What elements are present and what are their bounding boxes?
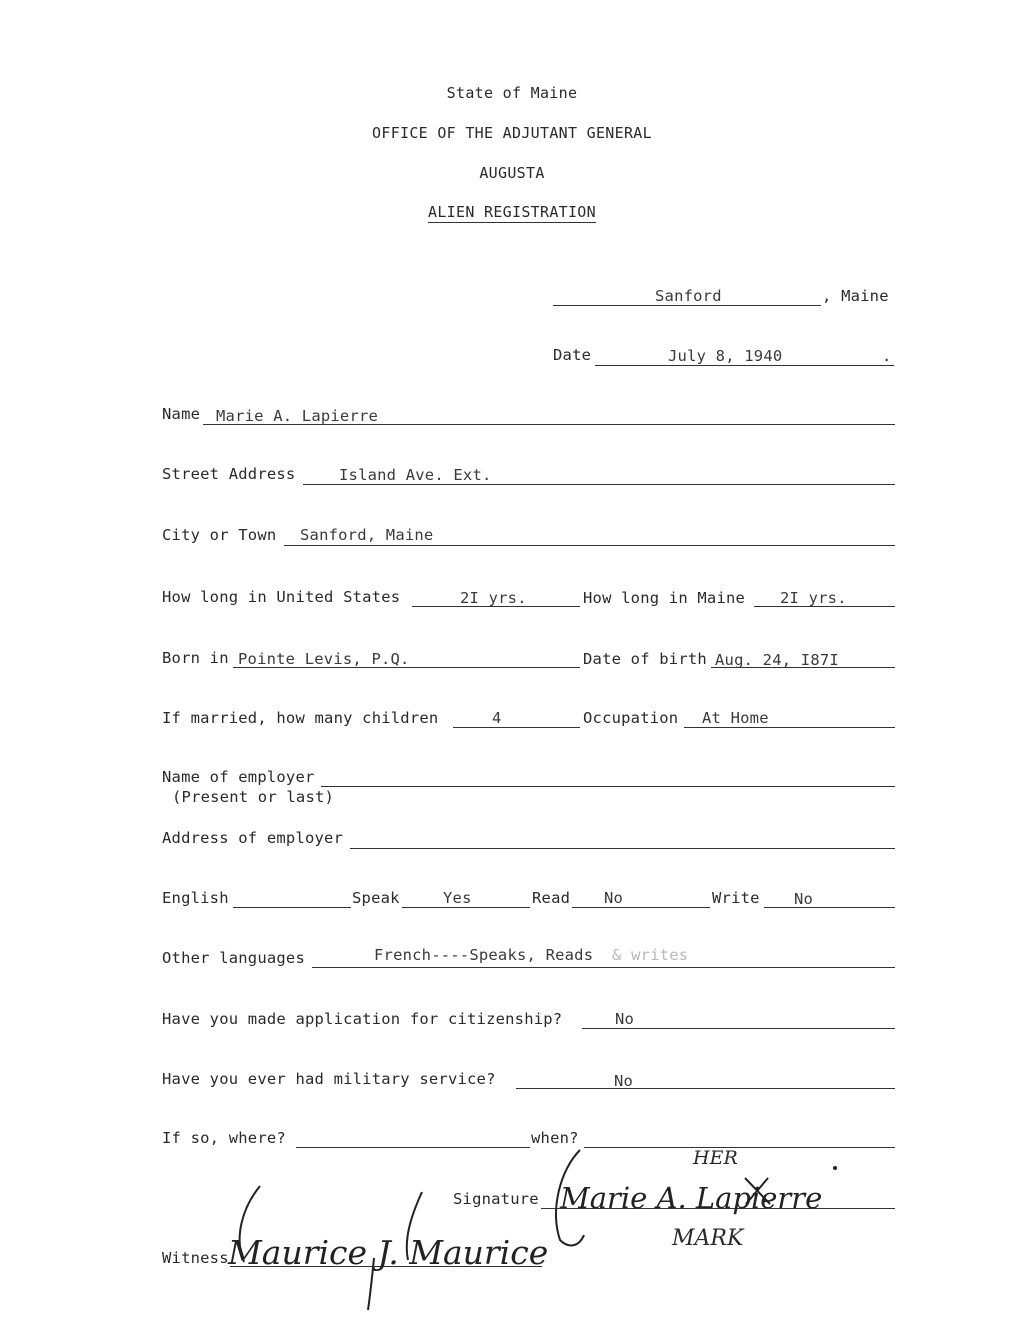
occupation-label: Occupation [583, 709, 679, 727]
employer-address-line [350, 848, 895, 849]
us-years-label: How long in United States [162, 588, 401, 606]
when-label: when? [531, 1129, 579, 1147]
witness-signature-image [222, 1178, 582, 1314]
signature-label: Signature [453, 1190, 539, 1208]
maine-years-label: How long in Maine [583, 589, 746, 607]
city-town-value: Sanford, Maine [300, 526, 434, 544]
read-label: Read [532, 889, 571, 907]
birth-date-value: Aug. 24, I87I [715, 651, 839, 669]
children-value: 4 [492, 709, 502, 727]
employer-label: Name of employer [162, 768, 315, 786]
where-line [296, 1147, 530, 1148]
read-line [572, 907, 710, 908]
children-label: If married, how many children [162, 709, 439, 727]
english-line [233, 907, 351, 908]
military-value: No [614, 1072, 634, 1090]
write-value: No [794, 890, 814, 908]
employer-line [321, 786, 895, 787]
city-heading: AUGUSTA [479, 164, 545, 182]
place-value: Sanford [655, 287, 722, 305]
speak-line [402, 907, 530, 908]
birth-date-label: Date of birth [583, 650, 707, 668]
speak-label: Speak [352, 889, 400, 907]
state-heading: State of Maine [446, 84, 578, 102]
english-label: English [162, 889, 229, 907]
witness-label: Witness [162, 1249, 229, 1267]
speak-value: Yes [443, 889, 472, 907]
other-languages-label: Other languages [162, 949, 305, 967]
signature-mark-text: MARK [672, 1226, 744, 1251]
other-languages-faded: & writes [612, 946, 689, 964]
read-value: No [604, 889, 624, 907]
write-line [764, 907, 895, 908]
us-years-value: 2I yrs. [460, 589, 527, 607]
citizenship-value: No [615, 1010, 635, 1028]
name-value: Marie A. Lapierre [216, 407, 379, 425]
occupation-value: At Home [702, 709, 769, 727]
street-line [303, 484, 895, 485]
signature-handwriting: Marie A. Lapierre [560, 1181, 823, 1215]
witness-handwriting: Maurice J. Maurice [228, 1233, 549, 1272]
employer-address-label: Address of employer [162, 829, 344, 847]
military-line [516, 1088, 895, 1089]
office-heading: OFFICE OF THE ADJUTANT GENERAL [372, 124, 652, 142]
write-label: Write [712, 889, 760, 907]
occupation-line [684, 727, 895, 728]
place-suffix: , Maine [822, 287, 889, 305]
born-in-label: Born in [162, 649, 229, 667]
employer-sublabel: (Present or last) [172, 788, 335, 806]
citizenship-label: Have you made application for citizenship? [162, 1010, 563, 1028]
other-languages-line [312, 967, 895, 968]
date-end: . [882, 347, 892, 365]
date-value: July 8, 1940 [668, 347, 783, 365]
form-title: ALIEN REGISTRATION [428, 203, 596, 221]
signature-her-mark: HER [693, 1147, 738, 1169]
city-town-label: City or Town [162, 526, 277, 544]
name-label: Name [162, 405, 201, 423]
date-line [595, 365, 894, 366]
signature-image [540, 1140, 900, 1270]
date-label: Date [553, 346, 592, 364]
citizenship-line [582, 1028, 895, 1029]
where-label: If so, where? [162, 1129, 286, 1147]
place-line [553, 305, 821, 306]
city-town-line [284, 545, 895, 546]
other-languages-value: French----Speaks, Reads [374, 946, 594, 964]
children-line [453, 727, 580, 728]
street-value: Island Ave. Ext. [339, 466, 492, 484]
street-label: Street Address [162, 465, 296, 483]
maine-years-value: 2I yrs. [780, 589, 847, 607]
military-label: Have you ever had military service? [162, 1070, 496, 1088]
born-in-value: Pointe Levis, P.Q. [238, 650, 410, 668]
